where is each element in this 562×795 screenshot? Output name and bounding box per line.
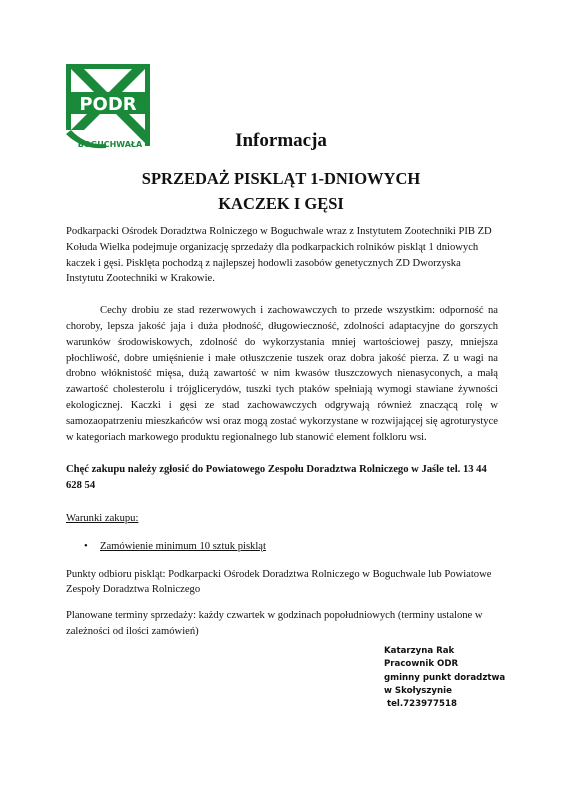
subtitle-line-1: SPRZEDAŻ PISKLĄT 1-DNIOWYCH [141,169,421,188]
list-item: • Zamówienie minimum 10 sztuk piskląt [100,539,498,555]
contact-paragraph: Chęć zakupu należy zgłosić do Powiatowego Zespołu Doradztwa Rolniczego w Jaśle tel. 13 44 628 54 [66,464,487,492]
signature-phone: tel.723977518 [384,699,457,710]
subtitle-line-2: KACZEK I GĘSI [218,194,344,213]
signature-name: Katarzyna Rak [384,646,455,656]
signature-role: Pracownik ODR [384,659,459,670]
intro-paragraph: Podkarpacki Ośrodek Doradztwa Rolniczego w Boguchwale wraz z Instytutem Zootechniki PIB ZD Kołuda Wielka podejmuje organizację sprzedaży dla podkarpackich rolników piskląt 1 dniowych kaczek i gęsi. Pisklęta pochodzą z najlepszej hodowli zasobów genetycznych ZD Dworzyska Instytutu Zootechniki w Krakowie. [66,226,492,285]
page-title: Informacja [235,130,327,151]
schedule-paragraph: Planowane terminy sprzedaży: każdy czwartek w godzinach popołudniowych (terminy ustalone w zależności od ilości zamówień) [66,610,483,637]
pickup-paragraph: Punkty odbioru piskląt: Podkarpacki Ośrodek Doradztwa Rolniczego w Boguchwale lub Powiatowe Zespoły Doradztwa Rolniczego [66,568,492,596]
signature-location: w Skołyszynie [384,685,452,696]
conditions-heading: Warunki zakupu: [66,512,139,524]
logo-subtext: BOGUCHWAŁA [77,140,143,149]
signature-block [384,645,534,711]
document-body [66,224,498,640]
features-paragraph: Cechy drobiu ze stad rezerwowych i zachowawczych to przede wszystkim: odporność na choroby, lepsza jakość jaja i duża płodność, długowieczność, zdolności adaptacyjne do gorszych warunków środowiskowych, zdolność do wykorzystania mniej wartościowej paszy, mniejsza płochliwość, dobre umięśnienie i małe otłuszczenie tuszek oraz dobra jakość pierza. Z u wagi na drobno włóknistość mięsa, dużą zawartość w nim kwasów tłuszczowych nienasyconych, a małą zawartość cholesterolu i trójglicerydów, tuszki tych ptaków spełniają wymogi stawiane żywności ekologicznej. Kaczki i gęsi ze stad zachowawczych odgrywają również znaczącą rolę w samozaopatrzeniu mieszkańców wsi oraz mogą zostać wykorzystane w rozwijającej się agroturystyce w kategoriach markowego produktu regionalnego lub stanowić element folkloru wsi. [66,305,498,443]
page-subtitle [100,166,462,216]
conditions-list [66,539,498,555]
logo-text: PODR [79,94,137,115]
signature-unit: gminny punkt doradztwa [384,672,506,683]
